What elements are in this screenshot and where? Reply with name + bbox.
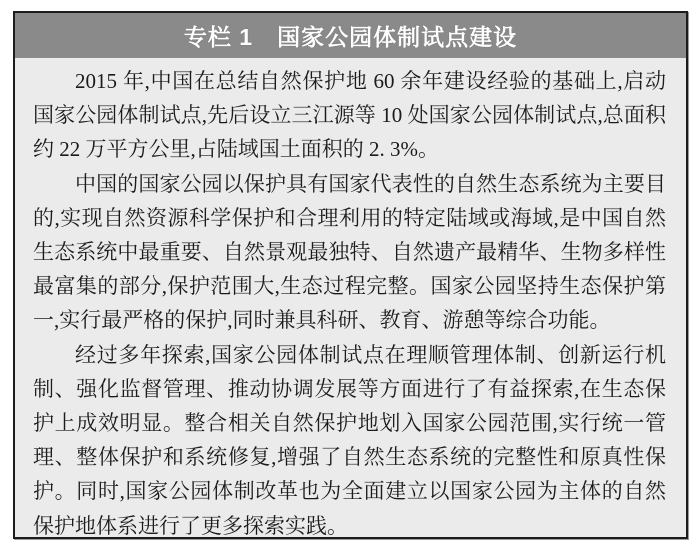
column-title: 专栏 1 国家公园体制试点建设 [183, 24, 518, 50]
column-body [15, 58, 686, 537]
column-box [13, 11, 688, 539]
paragraph-1: 2015 年,中国在总结自然保护地 60 余年建设经验的基础上,启动国家公园体制试点,先后设立三江源等 10 处国家公园体制试点,总面积约 22 万平方公里,占陆域国土面积的 2. 3%。 [33, 69, 666, 162]
column-header [15, 13, 686, 58]
paragraph-2: 中国的国家公园以保护具有国家代表性的自然生态系统为主要目的,实现自然资源科学保护和合理利用的特定陆域或海域,是中国自然生态系统中最重要、自然景观最独特、自然遗产最精华、生物多样性最富集的部分,保护范围大,生态过程完整。国家公园坚持生态保护第一,实行最严格的保护,同时兼具科研、教育、游憩等综合功能。 [33, 171, 666, 333]
paragraph-3: 经过多年探索,国家公园体制试点在理顺管理体制、创新运行机制、强化监督管理、推动协调发展等方面进行了有益探索,在生态保护上成效明显。整合相关自然保护地划入国家公园范围,实行统一管理、整体保护和系统修复,增强了自然生态系统的完整性和原真性保护。同时,国家公园体制改革也为全面建立以国家公园为主体的自然保护地体系进行了更多探索实践。 [33, 342, 666, 537]
